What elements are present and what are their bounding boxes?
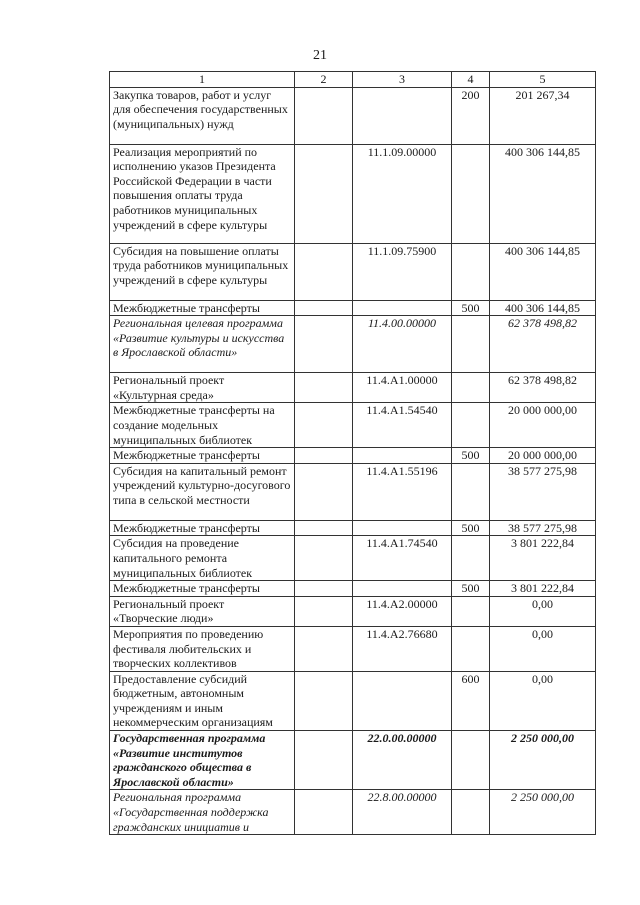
row-col2-cell: [295, 626, 353, 671]
row-amount-cell: 2 250 000,00: [490, 731, 596, 790]
row-col2-cell: [295, 87, 353, 144]
row-type-cell: [452, 536, 490, 581]
row-code-cell: 22.8.00.00000: [353, 790, 452, 835]
row-amount-cell: 2 250 000,00: [490, 790, 596, 835]
table-row: [110, 671, 596, 730]
row-type-cell: 200: [452, 87, 490, 144]
row-code-cell: 11.4.А1.54540: [353, 403, 452, 448]
row-amount-cell: 0,00: [490, 671, 596, 730]
table-row: [110, 316, 596, 373]
row-code-cell: [353, 520, 452, 536]
row-name-cell: Субсидия на проведение капитального ремонта муниципальных библиотек: [110, 536, 295, 581]
row-type-cell: [452, 243, 490, 300]
row-code-cell: 11.4.А1.74540: [353, 536, 452, 581]
table-row: [110, 596, 596, 626]
row-name-cell: Субсидия на повышение оплаты труда работников муниципальных учреждений в сфере культуры: [110, 243, 295, 300]
row-amount-cell: 3 801 222,84: [490, 581, 596, 597]
row-amount-cell: 62 378 498,82: [490, 316, 596, 373]
row-type-cell: 500: [452, 520, 490, 536]
table-row: [110, 536, 596, 581]
row-type-cell: [452, 373, 490, 403]
header-col-3: 3: [353, 72, 452, 88]
row-amount-cell: 201 267,34: [490, 87, 596, 144]
row-type-cell: [452, 626, 490, 671]
row-amount-cell: 3 801 222,84: [490, 536, 596, 581]
row-col2-cell: [295, 373, 353, 403]
row-type-cell: [452, 403, 490, 448]
row-amount-cell: 0,00: [490, 596, 596, 626]
row-amount-cell: 400 306 144,85: [490, 243, 596, 300]
row-col2-cell: [295, 520, 353, 536]
row-code-cell: 11.4.А2.00000: [353, 596, 452, 626]
row-code-cell: [353, 87, 452, 144]
row-code-cell: 22.0.00.00000: [353, 731, 452, 790]
row-name-cell: Государственная программа «Развитие институтов гражданского общества в Ярославской области»: [110, 731, 295, 790]
row-type-cell: [452, 731, 490, 790]
budget-table: [109, 71, 596, 835]
row-code-cell: 11.4.00.00000: [353, 316, 452, 373]
row-name-cell: Межбюджетные трансферты на создание модельных муниципальных библиотек: [110, 403, 295, 448]
table-row: [110, 581, 596, 597]
row-type-cell: [452, 144, 490, 243]
row-code-cell: 11.4.А1.00000: [353, 373, 452, 403]
row-col2-cell: [295, 144, 353, 243]
row-amount-cell: 62 378 498,82: [490, 373, 596, 403]
table-row: [110, 626, 596, 671]
table-row: [110, 87, 596, 144]
row-name-cell: Реализация мероприятий по исполнению указов Президента Российской Федерации в части повышения оплаты труда работников муниципальных учреждений в сфере культуры: [110, 144, 295, 243]
row-amount-cell: 20 000 000,00: [490, 448, 596, 464]
row-name-cell: Межбюджетные трансферты: [110, 520, 295, 536]
row-code-cell: 11.4.А2.76680: [353, 626, 452, 671]
row-name-cell: Межбюджетные трансферты: [110, 300, 295, 316]
row-name-cell: Субсидия на капитальный ремонт учреждений культурно-досугового типа в сельской местности: [110, 463, 295, 520]
row-col2-cell: [295, 790, 353, 835]
row-col2-cell: [295, 581, 353, 597]
header-col-5: 5: [490, 72, 596, 88]
row-name-cell: Региональная целевая программа «Развитие культуры и искусства в Ярославской области»: [110, 316, 295, 373]
row-col2-cell: [295, 596, 353, 626]
row-col2-cell: [295, 731, 353, 790]
row-col2-cell: [295, 316, 353, 373]
table-row: [110, 300, 596, 316]
row-type-cell: [452, 596, 490, 626]
header-col-4: 4: [452, 72, 490, 88]
header-col-1: 1: [110, 72, 295, 88]
row-name-cell: Предоставление субсидий бюджетным, автономным учреждениям и иным некоммерческим организациям: [110, 671, 295, 730]
row-name-cell: Закупка товаров, работ и услуг для обеспечения государственных (муниципальных) нужд: [110, 87, 295, 144]
row-code-cell: 11.1.09.75900: [353, 243, 452, 300]
row-code-cell: [353, 581, 452, 597]
row-amount-cell: 38 577 275,98: [490, 463, 596, 520]
row-name-cell: Межбюджетные трансферты: [110, 581, 295, 597]
row-amount-cell: 38 577 275,98: [490, 520, 596, 536]
row-name-cell: Региональный проект «Творческие люди»: [110, 596, 295, 626]
row-name-cell: Мероприятия по проведению фестиваля любительских и творческих коллективов: [110, 626, 295, 671]
table-row: [110, 790, 596, 835]
table-row: [110, 731, 596, 790]
header-col-2: 2: [295, 72, 353, 88]
row-name-cell: Межбюджетные трансферты: [110, 448, 295, 464]
row-code-cell: [353, 448, 452, 464]
row-amount-cell: 400 306 144,85: [490, 144, 596, 243]
row-amount-cell: 0,00: [490, 626, 596, 671]
table-row: [110, 463, 596, 520]
row-code-cell: 11.1.09.00000: [353, 144, 452, 243]
row-col2-cell: [295, 536, 353, 581]
table-row: [110, 373, 596, 403]
table-body: [110, 87, 596, 835]
row-col2-cell: [295, 403, 353, 448]
row-col2-cell: [295, 463, 353, 520]
table-row: [110, 243, 596, 300]
row-type-cell: [452, 316, 490, 373]
table-row: [110, 520, 596, 536]
row-type-cell: [452, 790, 490, 835]
row-col2-cell: [295, 448, 353, 464]
table-row: [110, 144, 596, 243]
row-col2-cell: [295, 300, 353, 316]
row-code-cell: [353, 671, 452, 730]
row-name-cell: Региональная программа «Государственная поддержка гражданских инициатив и: [110, 790, 295, 835]
row-amount-cell: 20 000 000,00: [490, 403, 596, 448]
row-type-cell: 500: [452, 581, 490, 597]
row-col2-cell: [295, 671, 353, 730]
table-row: [110, 448, 596, 464]
row-code-cell: 11.4.А1.55196: [353, 463, 452, 520]
row-code-cell: [353, 300, 452, 316]
row-type-cell: 500: [452, 448, 490, 464]
row-type-cell: 600: [452, 671, 490, 730]
table-row: [110, 403, 596, 448]
row-type-cell: [452, 463, 490, 520]
page-number: 21: [313, 48, 327, 63]
row-name-cell: Региональный проект «Культурная среда»: [110, 373, 295, 403]
table-header-row: [110, 72, 596, 88]
row-type-cell: 500: [452, 300, 490, 316]
row-amount-cell: 400 306 144,85: [490, 300, 596, 316]
row-col2-cell: [295, 243, 353, 300]
